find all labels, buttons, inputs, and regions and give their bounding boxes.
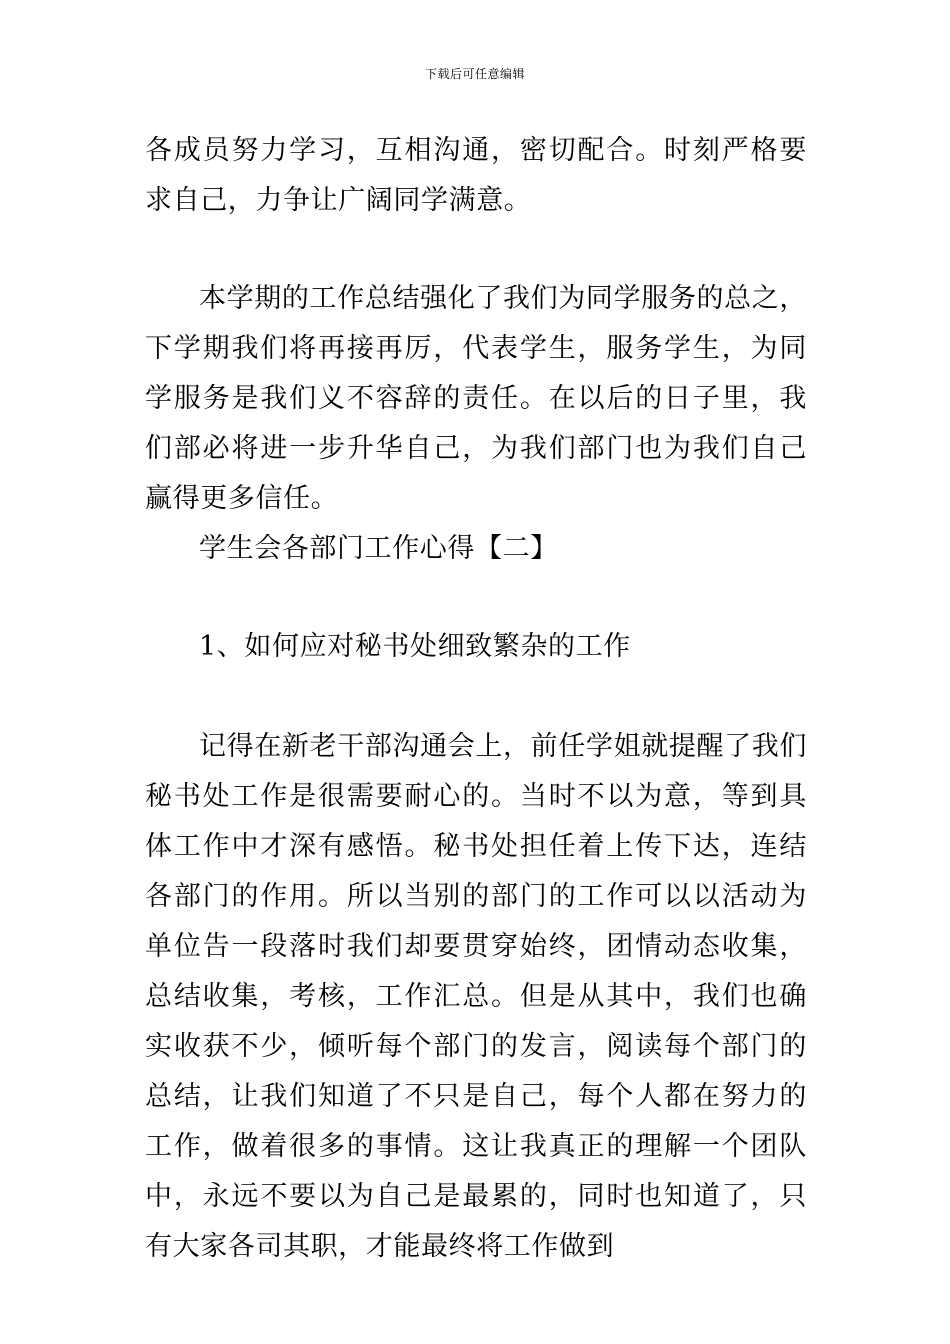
paragraph-continuation: 各成员努力学习，互相沟通，密切配合。时刻严格要求自己，力争让广阔同学满意。 [145, 135, 807, 216]
paragraph-experience: 记得在新老干部沟通会上，前任学姐就提醒了我们秘书处工作是很需要耐心的。当时不以为意，等到具体工作中才深有感悟。秘书处担任着上传下达，连结各部门的作用。所以当别的部门的工作可以以活动为单位告一段落时我们却要贯穿始终，团情动态收集，总结收集，考核，工作汇总。但是从其中，我们也确实收获不少，倾听每个部门的发言，阅读每个部门的总结，让我们知道了不只是自己，每个人都在努力的工作，做着很多的事情。这让我真正的理解一个团队中，永远不要以为自己是最累的，同时也知道了，只有大家各司其职，才能最终将工作做到 [145, 731, 807, 1262]
subsection-heading: 1、如何应对秘书处细致繁杂的工作 [199, 631, 631, 662]
page-header: 下载后可任意编辑 [424, 67, 525, 81]
section-heading: 学生会各部门工作心得【二】 [199, 533, 558, 564]
paragraph-summary: 本学期的工作总结强化了我们为同学服务的总之，下学期我们将再接再厉，代表学生，服务学生，为同学服务是我们义不容辞的责任。在以后的日子里，我们部必将进一步升华自己，为我们部门也为我们自己赢得更多信任。 [145, 283, 807, 514]
